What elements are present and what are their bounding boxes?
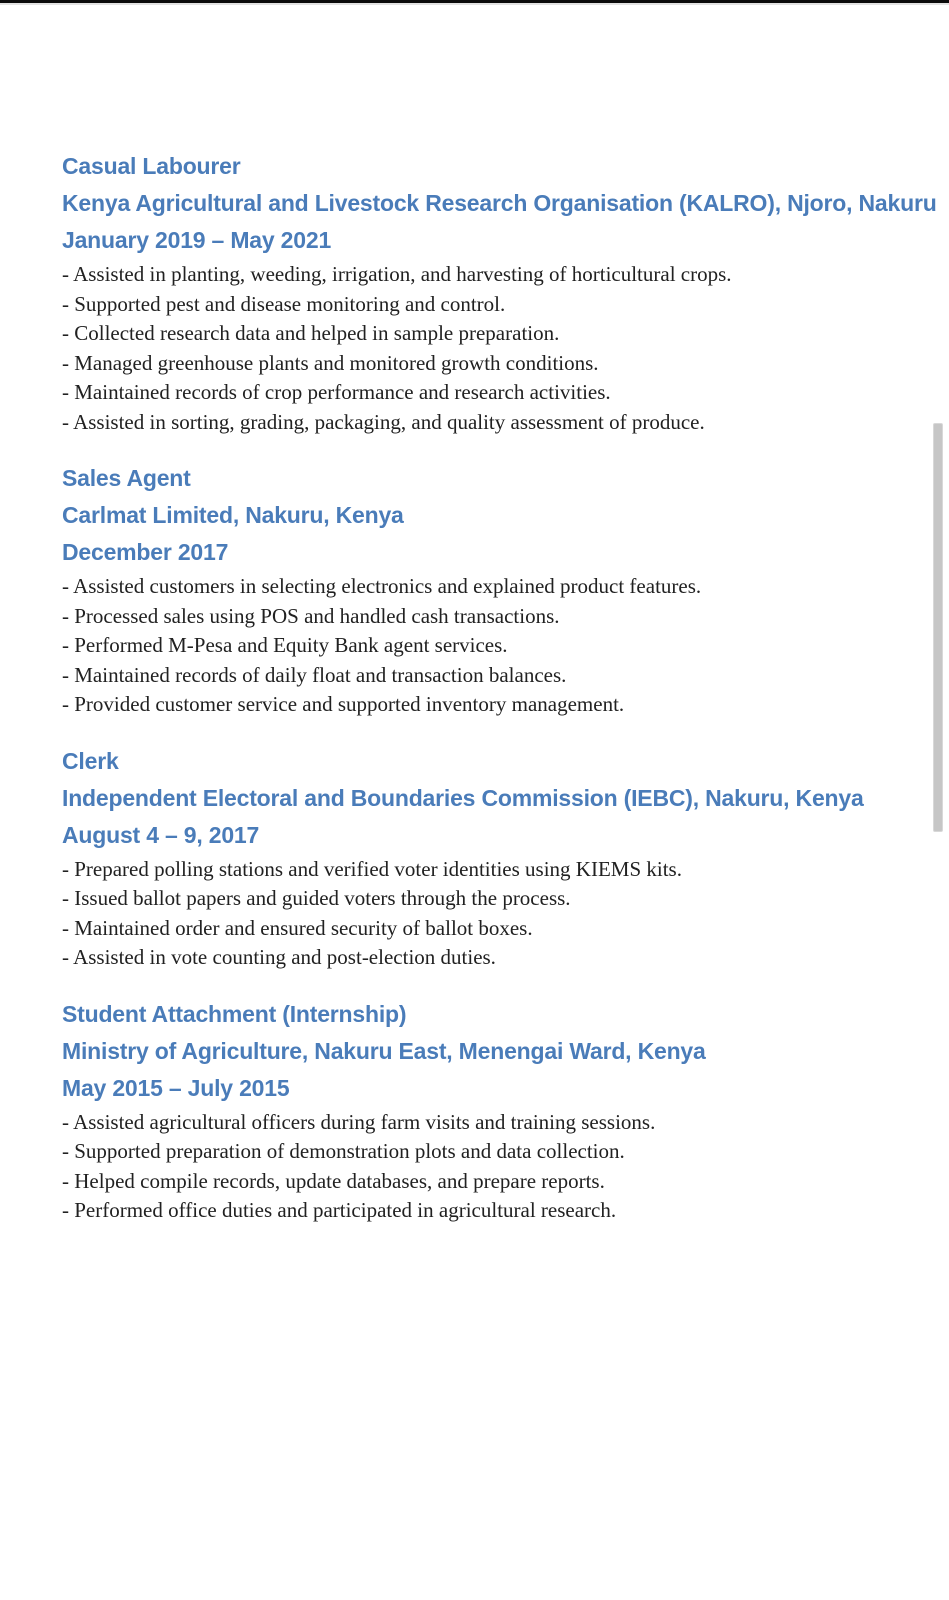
- job-organisation: Independent Electoral and Boundaries Commission (IEBC), Nakuru, Kenya: [62, 784, 864, 811]
- job-dates: May 2015 – July 2015: [62, 1074, 290, 1101]
- job-organisation: Carlmat Limited, Nakuru, Kenya: [62, 502, 404, 528]
- duty-line: - Maintained order and ensured security of ballot boxes.: [62, 915, 533, 940]
- duty-line: - Supported preparation of demonstration plots and data collection.: [62, 1139, 625, 1163]
- scrollbar-thumb[interactable]: [933, 423, 943, 832]
- duty-line: - Prepared polling stations and verified voter identities using KIEMS kits.: [62, 856, 682, 881]
- job-title: Casual Labourer: [62, 153, 241, 179]
- duty-line: - Processed sales using POS and handled cash transactions.: [62, 603, 560, 628]
- job-organisation: Kenya Agricultural and Livestock Research Organisation (KALRO), Njoro, Nakuru: [62, 190, 937, 216]
- job-title: Sales Agent: [62, 465, 191, 491]
- duty-line: - Assisted in planting, weeding, irrigation, and harvesting of horticultural crops.: [62, 262, 732, 286]
- document-page: [0, 5, 937, 1249]
- duty-line: - Supported pest and disease monitoring and control.: [62, 291, 506, 316]
- duty-line: - Assisted agricultural officers during farm visits and training sessions.: [62, 1109, 656, 1134]
- job-dates: December 2017: [62, 539, 229, 565]
- duty-line: - Collected research data and helped in sample preparation.: [62, 321, 560, 345]
- duty-line: - Assisted customers in selecting electronics and explained product features.: [62, 574, 702, 598]
- job-dates: August 4 – 9, 2017: [62, 821, 260, 848]
- job-duties: [62, 572, 913, 720]
- job-title: Student Attachment (Internship): [62, 1000, 407, 1027]
- duty-line: - Performed office duties and participated in agricultural research.: [62, 1198, 617, 1222]
- duty-line: - Provided customer service and supported inventory management.: [62, 692, 625, 716]
- job-title: Clerk: [62, 747, 119, 774]
- duty-line: - Issued ballot papers and guided voters through the process.: [62, 886, 571, 910]
- duty-line: - Maintained records of daily float and transaction balances.: [62, 662, 567, 687]
- duty-line: - Helped compile records, update databases, and prepare reports.: [62, 1168, 605, 1193]
- job-organisation: Ministry of Agriculture, Nakuru East, Menengai Ward, Kenya: [62, 1037, 706, 1064]
- experience-section: [62, 460, 913, 720]
- duty-line: - Managed greenhouse plants and monitored growth conditions.: [62, 350, 599, 375]
- job-duties: [62, 855, 913, 973]
- duty-line: - Maintained records of crop performance and research activities.: [62, 380, 611, 404]
- job-dates: January 2019 – May 2021: [62, 227, 332, 253]
- duty-line: - Performed M-Pesa and Equity Bank agent services.: [62, 633, 508, 657]
- job-duties: [62, 1108, 913, 1226]
- duty-line: - Assisted in sorting, grading, packaging, and quality assessment of produce.: [62, 409, 705, 434]
- experience-section: [62, 148, 937, 437]
- job-duties: [62, 260, 913, 437]
- duty-line: - Assisted in vote counting and post-election duties.: [62, 945, 496, 969]
- experience-section: [62, 743, 913, 973]
- experience-section: [62, 996, 913, 1226]
